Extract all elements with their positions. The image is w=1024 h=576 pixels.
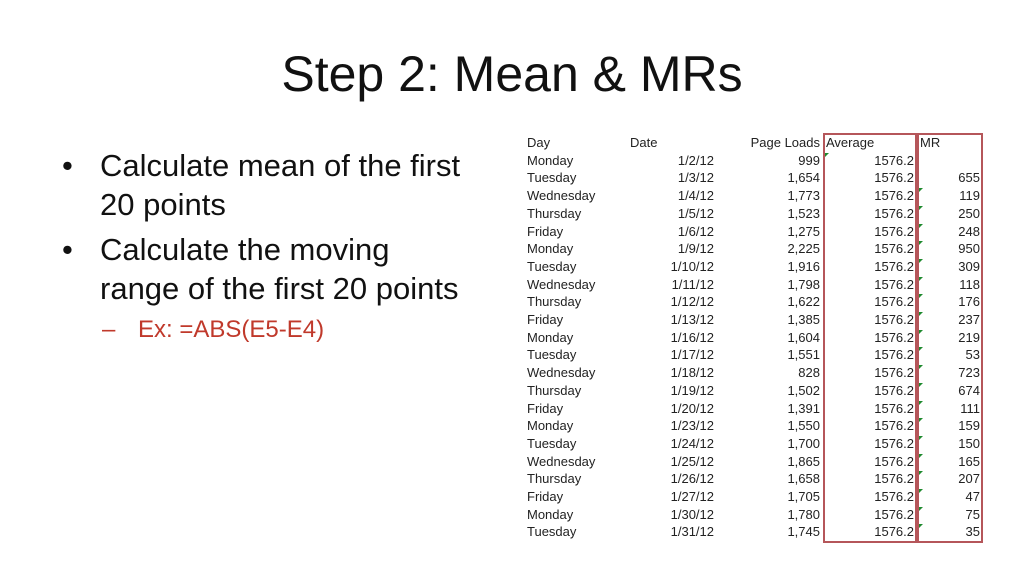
table-row — [524, 152, 983, 170]
cell-page-loads: 1,705 — [787, 489, 820, 505]
cell-average: 1576.2 — [874, 524, 914, 540]
cell-mr: 655 — [958, 170, 980, 186]
cell-date: 1/3/12 — [677, 170, 714, 186]
cell-average: 1576.2 — [874, 365, 914, 381]
cell-indicator-icon — [918, 454, 923, 459]
cell-date: 1/31/12 — [670, 524, 714, 540]
cell-indicator-icon — [918, 471, 923, 476]
cell-page-loads: 1,523 — [787, 205, 820, 221]
table-row — [524, 470, 983, 488]
cell-mr-value: 159 — [958, 418, 980, 434]
cell-page-loads: 1,773 — [787, 188, 820, 204]
cell-page-loads: 1,622 — [787, 294, 820, 310]
cell-mr-value: 53 — [965, 347, 980, 363]
table-row — [524, 329, 983, 347]
table-row — [524, 258, 983, 276]
table-row — [524, 240, 983, 258]
bullet-icon: • — [62, 148, 73, 183]
cell-mr-value: 248 — [958, 223, 980, 239]
cell-date: 1/24/12 — [670, 435, 714, 451]
cell-indicator-icon — [918, 383, 923, 388]
cell-page-loads: 1,391 — [787, 400, 820, 416]
cell-page-loads: 1,865 — [787, 453, 820, 469]
cell-date: 1/5/12 — [677, 205, 714, 221]
cell-mr — [917, 453, 983, 471]
cell-page-loads: 1,780 — [787, 506, 820, 522]
cell-day: Tuesday — [527, 170, 577, 186]
cell-mr — [917, 205, 983, 223]
cell-date: 1/10/12 — [670, 258, 714, 274]
cell-indicator-icon — [918, 365, 923, 370]
bullet-item — [62, 146, 472, 224]
cell-day: Friday — [527, 400, 564, 416]
cell-average: 1576.2 — [874, 241, 914, 257]
cell-page-loads: 1,798 — [787, 276, 820, 292]
cell-page-loads: 828 — [798, 365, 820, 381]
cell-day: Wednesday — [527, 365, 596, 381]
cell-mr-value: 309 — [958, 258, 980, 274]
cell-page-loads: 2,225 — [787, 241, 820, 257]
cell-average: 1576.2 — [874, 188, 914, 204]
cell-day: Friday — [527, 312, 564, 328]
table-row — [524, 311, 983, 329]
cell-indicator-icon — [918, 347, 923, 352]
cell-day: Monday — [527, 152, 574, 168]
table-header-row — [524, 134, 983, 152]
cell-page-loads: 1,700 — [787, 435, 820, 451]
bullet-text: Calculate the moving range of the first 20 points — [100, 232, 459, 306]
cell-day: Wednesday — [527, 276, 596, 292]
cell-mr — [917, 293, 983, 311]
cell-average: 1576.2 — [874, 471, 914, 487]
cell-date: 1/4/12 — [677, 188, 714, 204]
sub-bullet-text: Ex: =ABS(E5-E4) — [138, 316, 325, 343]
cell-mr — [917, 258, 983, 276]
dash-icon: – — [102, 316, 116, 343]
cell-date: 1/2/12 — [677, 152, 714, 168]
cell-mr — [917, 470, 983, 488]
cell-average: 1576.2 — [874, 329, 914, 345]
cell-mr-value: 674 — [958, 382, 980, 398]
cell-mr-value: 250 — [958, 205, 980, 221]
cell-page-loads: 1,745 — [787, 524, 820, 540]
cell-mr — [917, 435, 983, 453]
cell-average: 1576.2 — [874, 205, 914, 221]
cell-mr — [917, 240, 983, 258]
cell-indicator-icon — [918, 188, 923, 193]
cell-day: Monday — [527, 241, 574, 257]
cell-date: 1/6/12 — [677, 223, 714, 239]
cell-day: Thursday — [527, 382, 582, 398]
cell-page-loads: 1,916 — [787, 258, 820, 274]
data-table — [524, 134, 983, 541]
table-row — [524, 417, 983, 435]
slide-title: Step 2: Mean & MRs — [281, 46, 743, 102]
cell-mr-value: 35 — [965, 524, 980, 540]
cell-date: 1/18/12 — [670, 365, 714, 381]
cell-average: 1576.2 — [874, 258, 914, 274]
cell-mr-value: 219 — [958, 329, 980, 345]
cell-average: 1576.2 — [874, 453, 914, 469]
cell-mr — [917, 187, 983, 205]
table-row — [524, 453, 983, 471]
cell-mr — [917, 417, 983, 435]
header-page-loads: Page Loads — [750, 135, 820, 150]
bullet-item — [62, 230, 472, 308]
cell-day: Thursday — [527, 205, 582, 221]
cell-mr — [917, 329, 983, 347]
table-row — [524, 205, 983, 223]
cell-indicator-icon — [918, 294, 923, 299]
cell-indicator-icon — [824, 153, 829, 158]
cell-mr-value: 118 — [959, 276, 980, 292]
table-row — [524, 523, 983, 541]
cell-average: 1576.2 — [874, 418, 914, 434]
table-row — [524, 346, 983, 364]
cell-indicator-icon — [918, 524, 923, 529]
cell-day: Wednesday — [527, 453, 596, 469]
cell-average: 1576.2 — [874, 489, 914, 505]
cell-average: 1576.2 — [874, 347, 914, 363]
cell-date: 1/27/12 — [670, 489, 714, 505]
table-row — [524, 488, 983, 506]
cell-average: 1576.2 — [874, 294, 914, 310]
cell-mr-value: 150 — [958, 435, 980, 451]
cell-page-loads: 1,604 — [787, 329, 820, 345]
cell-mr — [917, 276, 983, 294]
table-body — [524, 152, 983, 541]
cell-day: Monday — [527, 329, 574, 345]
cell-mr-value: 111 — [960, 400, 980, 416]
spreadsheet-excerpt — [524, 134, 980, 550]
cell-indicator-icon — [918, 418, 923, 423]
cell-page-loads: 1,502 — [787, 382, 820, 398]
cell-mr-value: 207 — [958, 471, 980, 487]
cell-mr-value: 165 — [958, 453, 980, 469]
cell-mr — [917, 223, 983, 241]
cell-indicator-icon — [918, 312, 923, 317]
cell-day: Thursday — [527, 471, 582, 487]
bullet-list — [62, 146, 472, 346]
cell-average: 1576.2 — [874, 506, 914, 522]
cell-average: 1576.2 — [874, 400, 914, 416]
bullet-icon: • — [62, 232, 73, 267]
cell-page-loads: 1,654 — [787, 170, 820, 186]
cell-mr — [917, 488, 983, 506]
cell-mr — [917, 382, 983, 400]
cell-average — [823, 152, 917, 170]
cell-mr-value: 176 — [958, 294, 980, 310]
cell-date: 1/16/12 — [670, 329, 714, 345]
cell-date: 1/25/12 — [670, 453, 714, 469]
cell-date: 1/23/12 — [670, 418, 714, 434]
cell-page-loads: 999 — [798, 152, 820, 168]
cell-day: Tuesday — [527, 435, 577, 451]
cell-date: 1/11/12 — [671, 276, 714, 292]
cell-mr — [917, 311, 983, 329]
cell-page-loads: 1,550 — [787, 418, 820, 434]
table-row — [524, 382, 983, 400]
cell-day: Friday — [527, 223, 564, 239]
table-row — [524, 276, 983, 294]
cell-mr-value: 119 — [959, 188, 980, 204]
cell-day: Friday — [527, 489, 564, 505]
cell-mr-value: 950 — [958, 241, 980, 257]
cell-day: Tuesday — [527, 347, 577, 363]
cell-average: 1576.2 — [874, 276, 914, 292]
cell-day: Wednesday — [527, 188, 596, 204]
cell-date: 1/12/12 — [670, 294, 714, 310]
cell-indicator-icon — [918, 206, 923, 211]
cell-indicator-icon — [918, 330, 923, 335]
cell-indicator-icon — [918, 436, 923, 441]
sub-bullet-item — [62, 314, 472, 346]
cell-mr — [917, 152, 983, 170]
cell-indicator-icon — [918, 401, 923, 406]
cell-mr — [917, 523, 983, 541]
cell-date: 1/13/12 — [670, 312, 714, 328]
cell-day: Monday — [527, 418, 574, 434]
cell-indicator-icon — [918, 224, 923, 229]
table-row — [524, 187, 983, 205]
cell-average: 1576.2 — [874, 170, 914, 186]
cell-indicator-icon — [918, 507, 923, 512]
cell-page-loads: 1,385 — [787, 312, 820, 328]
cell-average: 1576.2 — [874, 435, 914, 451]
cell-page-loads: 1,658 — [787, 471, 820, 487]
cell-mr — [917, 346, 983, 364]
cell-mr-value: 75 — [965, 506, 980, 522]
cell-date: 1/9/12 — [677, 241, 714, 257]
cell-date: 1/30/12 — [670, 506, 714, 522]
cell-mr-value: 723 — [958, 365, 980, 381]
table-row — [524, 293, 983, 311]
table-row — [524, 435, 983, 453]
cell-mr-value: 47 — [965, 489, 980, 505]
cell-page-loads: 1,551 — [787, 347, 820, 363]
cell-indicator-icon — [918, 489, 923, 494]
table-row — [524, 223, 983, 241]
cell-date: 1/20/12 — [670, 400, 714, 416]
cell-day: Monday — [527, 506, 574, 522]
cell-average: 1576.2 — [874, 382, 914, 398]
cell-date: 1/19/12 — [670, 382, 714, 398]
table-row — [524, 364, 983, 382]
cell-date: 1/26/12 — [670, 471, 714, 487]
table-row — [524, 169, 983, 187]
cell-mr — [917, 400, 983, 418]
table-row — [524, 506, 983, 524]
cell-day: Tuesday — [527, 258, 577, 274]
cell-mr — [917, 506, 983, 524]
cell-indicator-icon — [918, 259, 923, 264]
cell-day: Tuesday — [527, 524, 577, 540]
cell-average: 1576.2 — [874, 223, 914, 239]
cell-indicator-icon — [918, 277, 923, 282]
cell-average-value: 1576.2 — [874, 152, 914, 168]
cell-page-loads: 1,275 — [787, 223, 820, 239]
header-average: Average — [826, 135, 875, 150]
cell-average: 1576.2 — [874, 312, 914, 328]
header-mr: MR — [920, 135, 941, 150]
cell-indicator-icon — [918, 241, 923, 246]
cell-day: Thursday — [527, 294, 582, 310]
table-row — [524, 400, 983, 418]
bullet-text: Calculate mean of the first 20 points — [100, 148, 461, 222]
cell-mr — [917, 364, 983, 382]
cell-mr-value: 237 — [958, 312, 980, 328]
cell-date: 1/17/12 — [670, 347, 714, 363]
header-day: Day — [527, 135, 551, 150]
header-date: Date — [630, 135, 658, 150]
